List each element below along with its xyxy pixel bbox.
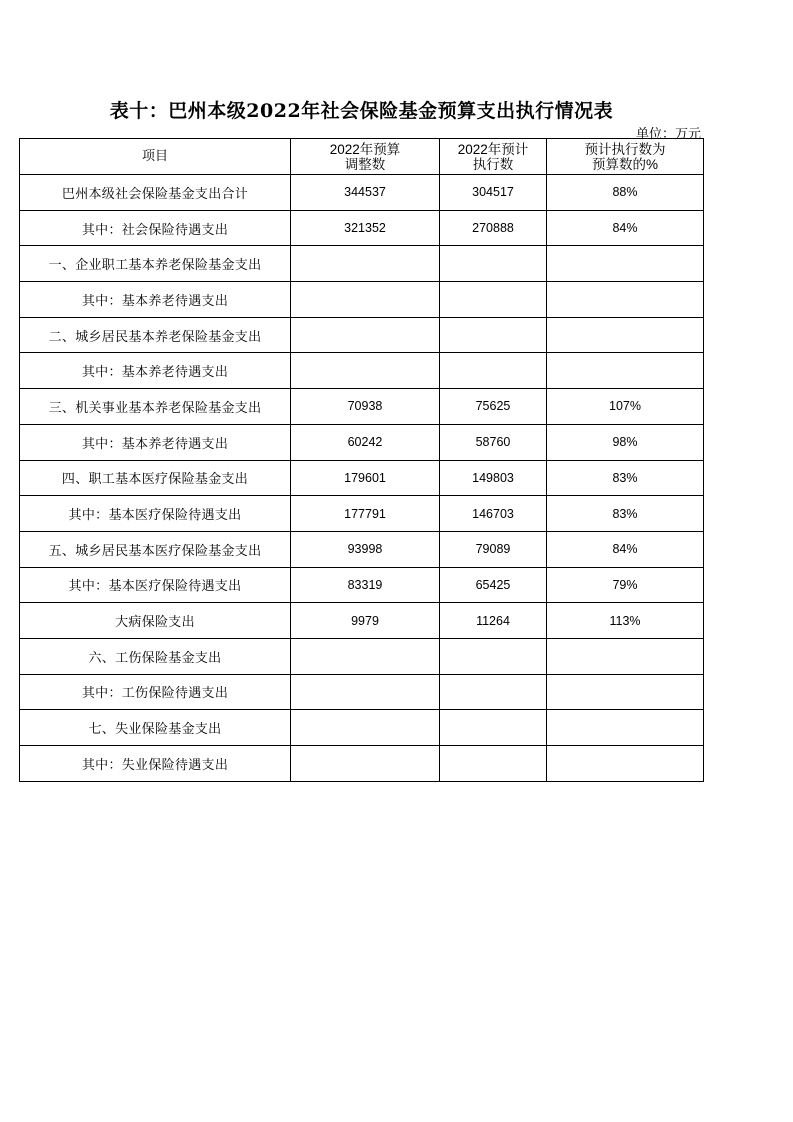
page-title: 表十：巴州本级2022年社会保险基金预算支出执行情况表	[109, 100, 614, 122]
row-item: 其中：基本养老待遇支出	[20, 282, 291, 318]
row-exec	[440, 317, 547, 353]
header-exec	[440, 139, 547, 175]
row-pct	[547, 353, 704, 389]
row-pct: 98%	[547, 424, 704, 460]
row-exec: 79089	[440, 531, 547, 567]
header-exec-line2: 执行数	[472, 156, 514, 172]
header-budget	[291, 139, 440, 175]
table-row	[20, 567, 704, 603]
table-row	[20, 638, 704, 674]
row-exec: 149803	[440, 460, 547, 496]
row-budget	[291, 638, 440, 674]
row-budget: 70938	[291, 389, 440, 425]
row-pct: 83%	[547, 496, 704, 532]
row-budget: 93998	[291, 531, 440, 567]
row-item: 二、城乡居民基本养老保险基金支出	[20, 317, 291, 353]
row-exec	[440, 710, 547, 746]
header-pct	[547, 139, 704, 175]
row-budget	[291, 282, 440, 318]
row-exec	[440, 746, 547, 782]
row-item: 三、机关事业基本养老保险基金支出	[20, 389, 291, 425]
row-item: 巴州本级社会保险基金支出合计	[20, 175, 291, 211]
row-item: 其中：基本养老待遇支出	[20, 353, 291, 389]
row-budget: 321352	[291, 210, 440, 246]
row-item: 其中：基本养老待遇支出	[20, 424, 291, 460]
row-exec: 304517	[440, 175, 547, 211]
row-budget	[291, 674, 440, 710]
row-exec	[440, 246, 547, 282]
row-item: 其中：失业保险待遇支出	[20, 746, 291, 782]
row-exec: 75625	[440, 389, 547, 425]
row-budget	[291, 246, 440, 282]
header-pct-line1: 预计执行数为	[584, 141, 666, 157]
row-exec	[440, 353, 547, 389]
table-row	[20, 460, 704, 496]
row-exec: 11264	[440, 603, 547, 639]
table-row	[20, 210, 704, 246]
row-item: 其中：基本医疗保险待遇支出	[20, 496, 291, 532]
row-pct: 83%	[547, 460, 704, 496]
row-item: 其中：工伤保险待遇支出	[20, 674, 291, 710]
table-row	[20, 710, 704, 746]
row-pct: 84%	[547, 531, 704, 567]
row-exec: 146703	[440, 496, 547, 532]
row-pct	[547, 246, 704, 282]
row-item: 其中：基本医疗保险待遇支出	[20, 567, 291, 603]
row-item: 一、企业职工基本养老保险基金支出	[20, 246, 291, 282]
row-budget: 9979	[291, 603, 440, 639]
row-pct: 107%	[547, 389, 704, 425]
table-row	[20, 674, 704, 710]
row-exec: 270888	[440, 210, 547, 246]
row-exec	[440, 638, 547, 674]
row-pct: 113%	[547, 603, 704, 639]
row-exec	[440, 282, 547, 318]
row-budget: 344537	[291, 175, 440, 211]
row-budget	[291, 710, 440, 746]
row-budget: 177791	[291, 496, 440, 532]
table-row	[20, 317, 704, 353]
row-budget: 179601	[291, 460, 440, 496]
row-pct: 88%	[547, 175, 704, 211]
header-item: 项目	[20, 139, 291, 175]
row-item: 四、职工基本医疗保险基金支出	[20, 460, 291, 496]
row-pct	[547, 746, 704, 782]
row-item: 其中：社会保险待遇支出	[20, 210, 291, 246]
row-item: 五、城乡居民基本医疗保险基金支出	[20, 531, 291, 567]
table-row	[20, 282, 704, 318]
row-exec: 58760	[440, 424, 547, 460]
row-exec: 65425	[440, 567, 547, 603]
header-exec-line1: 2022年预计	[457, 141, 529, 157]
unit-label: 单位：万元	[635, 127, 701, 142]
row-budget: 83319	[291, 567, 440, 603]
table-row	[20, 389, 704, 425]
row-exec	[440, 674, 547, 710]
budget-expenditure-table	[19, 138, 704, 782]
table-row	[20, 175, 704, 211]
table-row	[20, 496, 704, 532]
row-pct	[547, 638, 704, 674]
row-pct	[547, 710, 704, 746]
row-budget	[291, 353, 440, 389]
row-budget	[291, 317, 440, 353]
table-row	[20, 603, 704, 639]
row-pct: 84%	[547, 210, 704, 246]
table-row	[20, 353, 704, 389]
table-header-row	[20, 139, 704, 175]
row-budget	[291, 746, 440, 782]
row-pct	[547, 674, 704, 710]
row-pct	[547, 317, 704, 353]
row-pct: 79%	[547, 567, 704, 603]
header-budget-line1: 2022年预算	[329, 141, 401, 157]
row-item: 六、工伤保险基金支出	[20, 638, 291, 674]
row-pct	[547, 282, 704, 318]
table-row	[20, 746, 704, 782]
row-item: 大病保险支出	[20, 603, 291, 639]
table-row	[20, 531, 704, 567]
row-budget: 60242	[291, 424, 440, 460]
header-budget-line2: 调整数	[344, 156, 386, 172]
row-item: 七、失业保险基金支出	[20, 710, 291, 746]
table-row	[20, 246, 704, 282]
header-pct-line2: 预算数的%	[591, 156, 658, 172]
table-row	[20, 424, 704, 460]
